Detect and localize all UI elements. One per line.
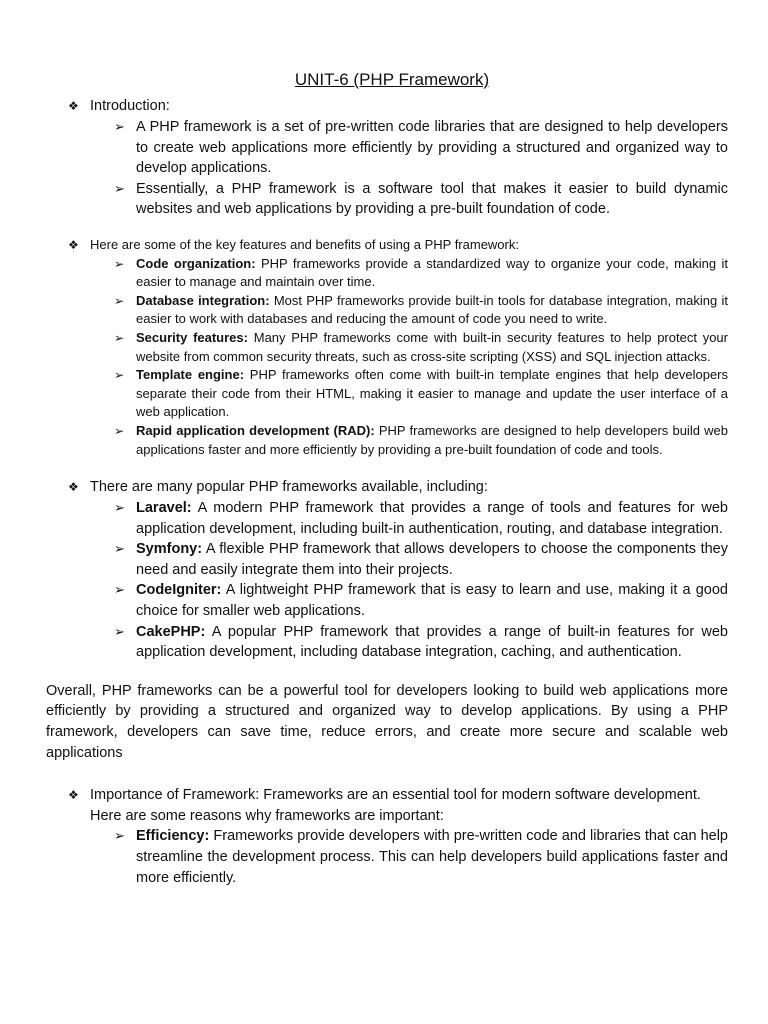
page-title: UNIT-6 (PHP Framework) [294, 70, 490, 89]
framework-term: CodeIgniter: [136, 582, 222, 599]
diamond-bullet-icon: ❖ [68, 480, 79, 495]
intro-heading: Introduction: [90, 98, 170, 114]
arrow-bullet-icon: ➢ [114, 500, 125, 516]
arrow-bullet-icon: ➢ [114, 180, 125, 196]
features-heading: Here are some of the key features and benefits of using a PHP framework: [90, 236, 519, 252]
arrow-bullet-icon: ➢ [114, 293, 125, 308]
overall-paragraph: Overall, PHP frameworks can be a powerful tool for developers looking to build web applications more efficiently by providing a structured and organized way to develop applications. By using a PHP framework, developers can save time, reduce errors, and create more secure and scalable web applications [46, 682, 728, 761]
intro-section [46, 96, 728, 220]
list-item [114, 580, 728, 621]
framework-text: A popular PHP framework that provides a range of built-in features for web application development, including database integration, caching, and authentication. [136, 623, 728, 661]
feature-text: Most PHP frameworks provide built-in tools for database integration, making it easier to work with databases and reducing the amount of code you need to write. [136, 292, 728, 327]
list-item [114, 539, 728, 580]
feature-term: Security features: [136, 329, 248, 345]
importance-heading-row [68, 785, 728, 826]
list-item [114, 366, 728, 422]
framework-text: A flexible PHP framework that allows developers to choose the components they need and easily integrate them into their projects. [136, 541, 728, 578]
list-item [114, 255, 728, 292]
arrow-bullet-icon: ➢ [114, 582, 125, 598]
arrow-bullet-icon: ➢ [114, 256, 125, 271]
diamond-bullet-icon: ❖ [68, 788, 79, 803]
feature-text: Many PHP frameworks come with built-in security features to help protect your website from common security threats, such as cross-site scripting (XSS) and SQL injection attacks. [136, 329, 728, 364]
list-item [114, 422, 728, 459]
feature-term: Database integration: [136, 292, 270, 308]
features-section [46, 236, 728, 459]
framework-term: Symfony: [136, 541, 203, 558]
diamond-bullet-icon: ❖ [68, 237, 79, 252]
framework-text: A lightweight PHP framework that is easy to learn and use, making it a good choice for smaller web applications. [136, 582, 728, 620]
framework-term: CakePHP: [136, 623, 206, 640]
intro-heading-row [68, 96, 728, 117]
popular-heading: There are many popular PHP frameworks available, including: [90, 479, 488, 496]
feature-text: PHP frameworks provide a standardized way to organize your code, making it easier to manage and maintain over time. [136, 255, 729, 290]
list-item [114, 826, 728, 888]
feature-text: PHP frameworks often come with built-in template engines that help developers separate their code from their HTML, making it easier to manage and update the user interface of a web application. [136, 367, 728, 420]
framework-term: Laravel: [136, 500, 192, 517]
framework-text: A modern PHP framework that provides a range of tools and features for web application development, including built-in authentication, routing, and database integration. [136, 500, 728, 537]
popular-heading-row [68, 477, 728, 498]
importance-heading: Importance of Framework: [90, 787, 260, 804]
feature-text: PHP frameworks are designed to help developers build web applications faster and more efficiently by providing a pre-built foundation of code and tools. [136, 422, 728, 457]
feature-term: Template engine: [136, 367, 245, 383]
importance-item-text: Frameworks provide developers with pre-written code and libraries that can help streamline the development process. This can help developers build applications faster and more efficiently. [136, 828, 728, 886]
list-item [114, 622, 728, 663]
list-item [114, 292, 728, 329]
arrow-bullet-icon: ➢ [114, 368, 125, 383]
popular-section [46, 477, 728, 663]
feature-term: Code organization: [136, 255, 256, 271]
arrow-bullet-icon: ➢ [114, 423, 125, 438]
arrow-bullet-icon: ➢ [114, 119, 125, 134]
importance-section [46, 785, 728, 888]
importance-text: Frameworks are an essential tool for modern software development. Here are some reasons why frameworks are important: [90, 787, 701, 824]
features-heading-row [68, 236, 728, 255]
intro-item-text: Essentially, a PHP framework is a software tool that makes it easier to build dynamic websites and web applications by providing a pre-built foundation of code. [136, 180, 728, 218]
list-item [114, 117, 728, 179]
arrow-bullet-icon: ➢ [114, 828, 125, 844]
list-item [114, 498, 728, 539]
diamond-bullet-icon: ❖ [68, 99, 79, 113]
importance-term: Efficiency: [136, 828, 210, 845]
arrow-bullet-icon: ➢ [114, 623, 125, 639]
list-item [114, 329, 728, 366]
arrow-bullet-icon: ➢ [114, 330, 125, 345]
intro-item-text: A PHP framework is a set of pre-written code libraries that are designed to help developers to create web applications more efficiently by providing a structured and organized way to develop applications. [136, 119, 728, 177]
list-item [114, 179, 728, 220]
feature-term: Rapid application development (RAD): [136, 422, 375, 438]
arrow-bullet-icon: ➢ [114, 541, 125, 557]
